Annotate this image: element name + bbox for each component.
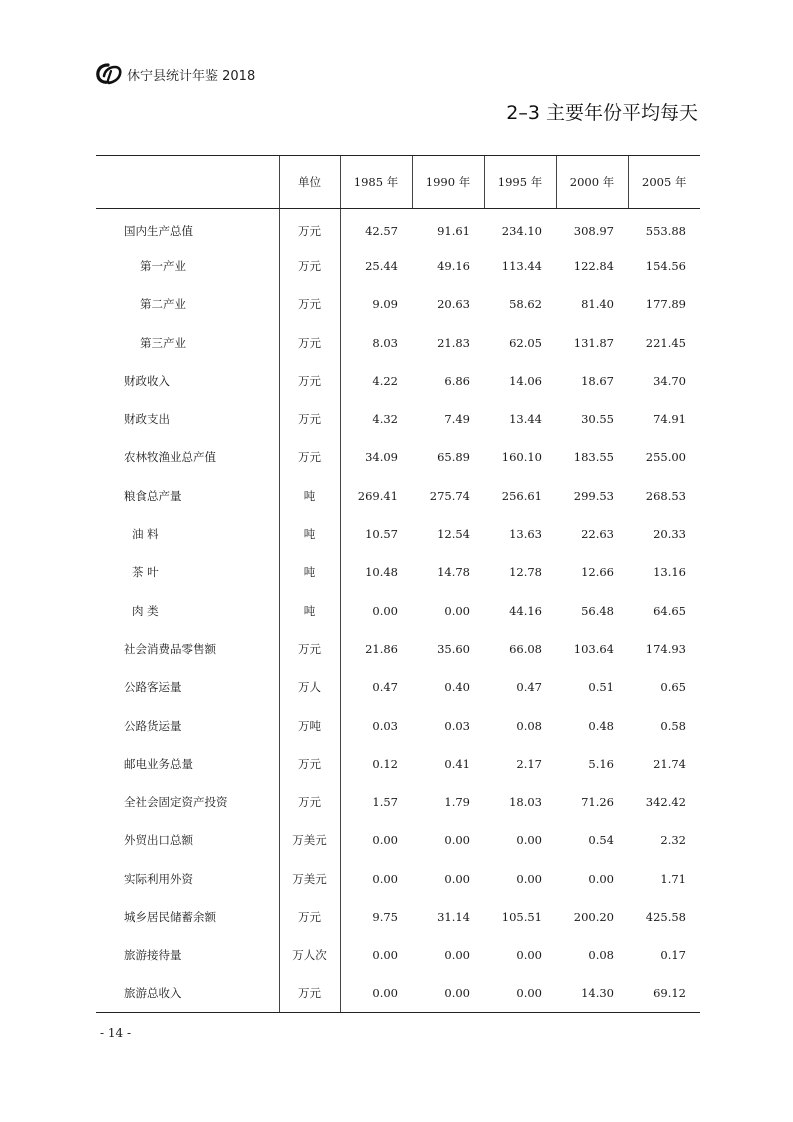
row-value: 275.74 xyxy=(429,488,470,503)
row-value: 2.17 xyxy=(516,756,542,771)
row-label: 油 料 xyxy=(132,527,159,542)
column-header-year: 1990 年 xyxy=(412,156,484,209)
row-value: 183.55 xyxy=(573,450,614,465)
row-value: 64.65 xyxy=(653,603,686,618)
row-value: 0.54 xyxy=(588,833,614,848)
row-value: 34.09 xyxy=(365,450,398,465)
table-row xyxy=(96,323,700,361)
table-row xyxy=(96,477,700,515)
row-value: 200.20 xyxy=(573,909,614,924)
table-row xyxy=(96,898,700,936)
row-label: 实际利用外资 xyxy=(124,871,193,886)
row-label: 公路客运量 xyxy=(124,680,182,695)
table-body xyxy=(96,209,700,1013)
row-value: 42.57 xyxy=(365,223,398,238)
row-unit: 万美元 xyxy=(279,821,340,859)
row-unit: 万人 xyxy=(279,668,340,706)
row-label: 茶 叶 xyxy=(132,565,159,580)
row-value: 21.86 xyxy=(365,641,398,656)
column-header-year: 1995 年 xyxy=(484,156,556,209)
row-value: 0.00 xyxy=(372,833,398,848)
statistics-table xyxy=(96,155,700,1013)
row-value: 425.58 xyxy=(645,909,686,924)
row-value: 18.03 xyxy=(509,795,542,810)
row-value: 174.93 xyxy=(645,641,686,656)
row-value: 56.48 xyxy=(581,603,614,618)
row-unit: 吨 xyxy=(279,591,340,629)
row-value: 20.63 xyxy=(437,297,470,312)
row-value: 0.12 xyxy=(372,756,398,771)
row-value: 0.40 xyxy=(444,680,470,695)
row-value: 9.75 xyxy=(372,909,398,924)
row-value: 71.26 xyxy=(581,795,614,810)
row-label: 城乡居民储蓄余额 xyxy=(124,909,216,924)
row-value: 0.00 xyxy=(444,948,470,963)
row-value: 13.16 xyxy=(653,565,686,580)
row-value: 0.00 xyxy=(412,974,484,1012)
column-header-year: 2005 年 xyxy=(628,156,700,209)
row-value: 0.00 xyxy=(484,974,556,1012)
row-unit: 万元 xyxy=(279,323,340,361)
row-value: 308.97 xyxy=(573,223,614,238)
row-unit: 万元 xyxy=(279,630,340,668)
row-unit: 吨 xyxy=(279,553,340,591)
table-header-row xyxy=(96,156,700,209)
row-value: 113.44 xyxy=(501,258,542,273)
row-label: 财政收入 xyxy=(124,373,170,388)
table-row xyxy=(96,591,700,629)
row-value: 12.54 xyxy=(437,527,470,542)
row-unit: 万元 xyxy=(279,247,340,285)
row-value: 6.86 xyxy=(444,373,470,388)
row-unit: 万元 xyxy=(279,362,340,400)
row-value: 14.78 xyxy=(437,565,470,580)
row-value: 2.32 xyxy=(660,833,686,848)
row-value: 268.53 xyxy=(645,488,686,503)
row-unit: 万元 xyxy=(279,783,340,821)
row-label: 旅游接待量 xyxy=(124,948,182,963)
row-value: 0.51 xyxy=(588,680,614,695)
row-value: 9.09 xyxy=(372,297,398,312)
row-value: 0.00 xyxy=(516,871,542,886)
row-label: 社会消费品零售额 xyxy=(124,641,216,656)
row-value: 0.00 xyxy=(372,948,398,963)
row-unit: 万元 xyxy=(279,285,340,323)
row-value: 255.00 xyxy=(645,450,686,465)
table-row xyxy=(96,783,700,821)
row-label: 旅游总收入 xyxy=(96,974,279,1012)
row-value: 0.08 xyxy=(588,948,614,963)
row-value: 7.49 xyxy=(444,412,470,427)
row-label: 邮电业务总量 xyxy=(124,756,193,771)
row-value: 0.00 xyxy=(444,871,470,886)
row-value: 269.41 xyxy=(357,488,398,503)
row-value: 0.00 xyxy=(372,603,398,618)
row-value: 0.00 xyxy=(516,833,542,848)
row-value: 62.05 xyxy=(509,335,542,350)
row-value: 14.30 xyxy=(556,974,628,1012)
row-value: 4.22 xyxy=(372,373,398,388)
row-value: 21.74 xyxy=(653,756,686,771)
row-value: 0.00 xyxy=(372,871,398,886)
table-row xyxy=(96,821,700,859)
row-label: 粮食总产量 xyxy=(124,488,182,503)
row-label: 农林牧渔业总产值 xyxy=(124,450,216,465)
table-row xyxy=(96,706,700,744)
column-header-unit: 单位 xyxy=(279,156,340,209)
row-value: 13.44 xyxy=(509,412,542,427)
row-value: 44.16 xyxy=(509,603,542,618)
table-row xyxy=(96,285,700,323)
row-value: 0.41 xyxy=(444,756,470,771)
table-row xyxy=(96,515,700,553)
column-header-label xyxy=(96,156,279,209)
table-row xyxy=(96,668,700,706)
row-value: 553.88 xyxy=(645,223,686,238)
row-value: 0.47 xyxy=(516,680,542,695)
row-value: 1.57 xyxy=(372,795,398,810)
row-value: 14.06 xyxy=(509,373,542,388)
row-value: 91.61 xyxy=(437,223,470,238)
page-header xyxy=(95,62,255,86)
row-value: 0.47 xyxy=(372,680,398,695)
table-row xyxy=(96,974,700,1012)
row-value: 0.03 xyxy=(444,718,470,733)
row-label: 肉 类 xyxy=(132,603,159,618)
row-value: 0.00 xyxy=(444,603,470,618)
row-value: 0.17 xyxy=(660,948,686,963)
table-row xyxy=(96,209,700,247)
row-value: 0.65 xyxy=(660,680,686,695)
row-value: 0.48 xyxy=(588,718,614,733)
row-value: 66.08 xyxy=(509,641,542,656)
book-title: 休宁县统计年鉴 2018 xyxy=(127,68,256,84)
row-value: 131.87 xyxy=(573,335,614,350)
row-value: 12.78 xyxy=(509,565,542,580)
row-value: 299.53 xyxy=(573,488,614,503)
row-value: 342.42 xyxy=(645,795,686,810)
row-value: 10.48 xyxy=(365,565,398,580)
row-unit: 万元 xyxy=(279,898,340,936)
row-value: 256.61 xyxy=(501,488,542,503)
row-label: 第三产业 xyxy=(140,335,186,350)
row-value: 154.56 xyxy=(645,258,686,273)
row-label: 国内生产总值 xyxy=(124,223,193,238)
row-unit: 万元 xyxy=(279,209,340,247)
row-unit: 万人次 xyxy=(279,936,340,974)
table-row xyxy=(96,553,700,591)
row-unit: 万元 xyxy=(279,745,340,783)
row-value: 74.91 xyxy=(653,412,686,427)
column-header-year: 1985 年 xyxy=(340,156,412,209)
row-label: 全社会固定资产投资 xyxy=(124,795,228,810)
row-value: 4.32 xyxy=(372,412,398,427)
row-value: 1.79 xyxy=(444,795,470,810)
row-unit: 吨 xyxy=(279,515,340,553)
row-unit: 万元 xyxy=(279,438,340,476)
row-label: 第二产业 xyxy=(140,297,186,312)
page-title: 2–3 主要年份平均每天 xyxy=(506,102,698,124)
row-label: 公路货运量 xyxy=(124,718,182,733)
page-number: - 14 - xyxy=(100,1026,132,1040)
row-value: 122.84 xyxy=(573,258,614,273)
row-value: 13.63 xyxy=(509,527,542,542)
table-row xyxy=(96,936,700,974)
row-value: 22.63 xyxy=(581,527,614,542)
row-value: 65.89 xyxy=(437,450,470,465)
row-label: 第一产业 xyxy=(140,258,186,273)
table-row xyxy=(96,438,700,476)
table-row xyxy=(96,745,700,783)
row-unit: 万元 xyxy=(279,400,340,438)
row-label: 财政支出 xyxy=(124,412,170,427)
row-unit: 万吨 xyxy=(279,706,340,744)
row-value: 0.58 xyxy=(660,718,686,733)
row-value: 105.51 xyxy=(501,909,542,924)
row-value: 0.03 xyxy=(372,718,398,733)
column-header-year: 2000 年 xyxy=(556,156,628,209)
table-row xyxy=(96,860,700,898)
row-value: 81.40 xyxy=(581,297,614,312)
table-row xyxy=(96,630,700,668)
row-label: 外贸出口总额 xyxy=(124,833,193,848)
row-value: 34.70 xyxy=(653,373,686,388)
row-value: 0.00 xyxy=(340,974,412,1012)
row-unit: 吨 xyxy=(279,477,340,515)
row-value: 0.08 xyxy=(516,718,542,733)
row-value: 177.89 xyxy=(645,297,686,312)
row-value: 35.60 xyxy=(437,641,470,656)
row-value: 1.71 xyxy=(660,871,686,886)
table-row xyxy=(96,362,700,400)
row-unit: 万元 xyxy=(279,974,340,1012)
row-value: 20.33 xyxy=(653,527,686,542)
row-value: 69.12 xyxy=(628,974,700,1012)
row-value: 0.00 xyxy=(588,871,614,886)
row-value: 103.64 xyxy=(573,641,614,656)
row-value: 25.44 xyxy=(365,258,398,273)
row-value: 49.16 xyxy=(437,258,470,273)
row-value: 12.66 xyxy=(581,565,614,580)
row-value: 21.83 xyxy=(437,335,470,350)
row-value: 31.14 xyxy=(437,909,470,924)
table-row xyxy=(96,247,700,285)
row-value: 30.55 xyxy=(581,412,614,427)
table-row xyxy=(96,400,700,438)
row-value: 234.10 xyxy=(501,223,542,238)
yearbook-logo-icon xyxy=(95,62,123,86)
row-value: 160.10 xyxy=(501,450,542,465)
row-value: 18.67 xyxy=(581,373,614,388)
row-value: 8.03 xyxy=(372,335,398,350)
row-value: 0.00 xyxy=(516,948,542,963)
row-value: 0.00 xyxy=(444,833,470,848)
row-value: 221.45 xyxy=(645,335,686,350)
row-value: 5.16 xyxy=(588,756,614,771)
row-value: 58.62 xyxy=(509,297,542,312)
row-value: 10.57 xyxy=(365,527,398,542)
row-unit: 万美元 xyxy=(279,860,340,898)
